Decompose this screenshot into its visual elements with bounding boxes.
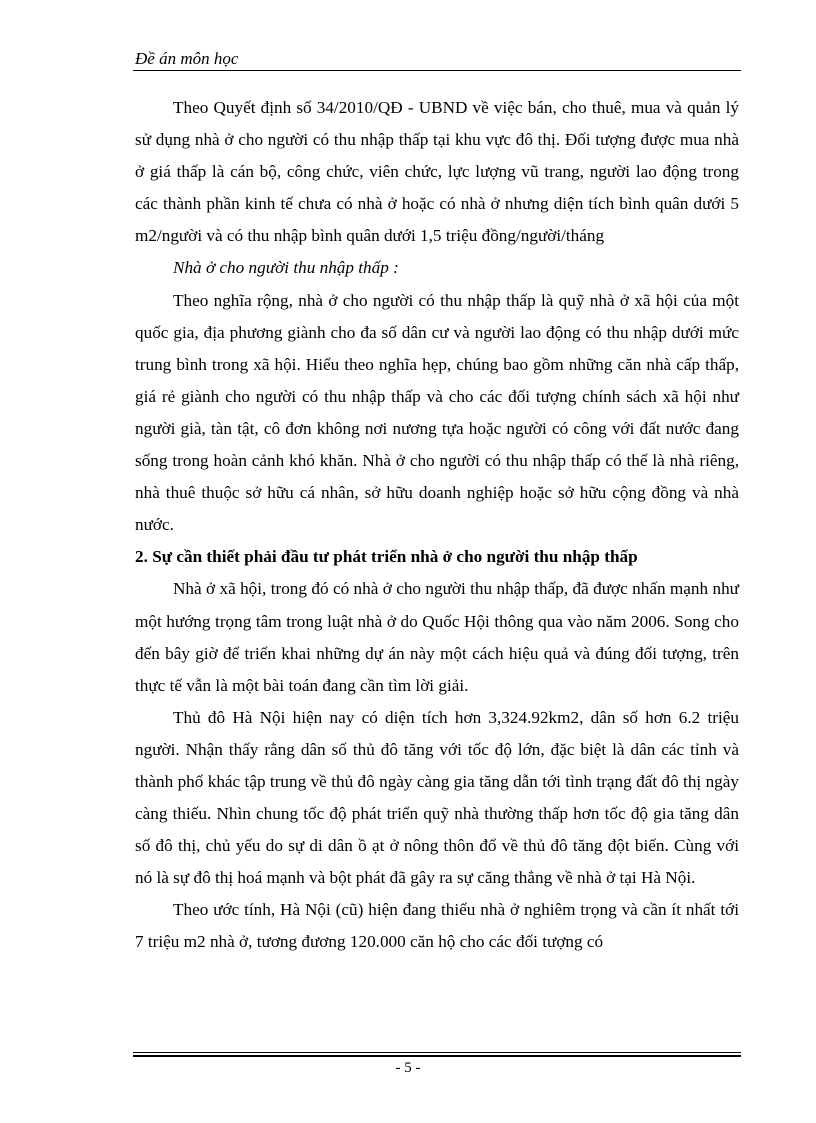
paragraph-decision: Theo Quyết định số 34/2010/QĐ - UBND về việc bán, cho thuê, mua và quản lý sử dụng nhà ở cho người có thu nhập thấp tại khu vực đô thị. Đối tượng được mua nhà ở giá thấp là cán bộ, công chức, viên chức, lực lượng vũ trang, người lao động trong các thành phần kinh tế chưa có nhà ở hoặc có nhà ở nhưng diện tích bình quân dưới 5 m2/người và có thu nhập bình quân dưới 1,5 triệu đồng/người/tháng bbox=[135, 98, 739, 246]
subheading-low-income-housing: Nhà ở cho người thu nhập thấp : bbox=[173, 258, 399, 278]
paragraph-hanoi-population: Thủ đô Hà Nội hiện nay có diện tích hơn 3,324.92km2, dân số hơn 6.2 triệu người. Nhận thấy rằng dân số thủ đô tăng với tốc độ lớn, đặc biệt là dân các tỉnh và thành phố khác tập trung về thủ đô ngày càng gia tăng dẫn tới tình trạng đất đô thị ngày càng thiếu. Nhìn chung tốc độ phát triển quỹ nhà thường thấp hơn tốc độ gia tăng dân số đô thị, chủ yếu do sự di dân ồ ạt ở nông thôn đổ về thủ đô tăng đột biến. Cùng với nó là sự đô thị hoá mạnh và bột phát đã gây ra sự căng thẳng về nhà ở tại Hà Nội. bbox=[135, 707, 739, 888]
paragraph-social-housing: Nhà ở xã hội, trong đó có nhà ở cho người thu nhập thấp, đã được nhấn mạnh như một hướng trọng tâm trong luật nhà ở do Quốc Hội thông qua vào năm 2006. Song cho đến bây giờ để triển khai những dự án này một cách hiệu quả và đúng đối tượng, trên thực tế vẫn là một bài toán đang cần tìm lời giải. bbox=[135, 579, 739, 695]
header-divider bbox=[133, 70, 741, 71]
paragraph-housing-shortage: Theo ước tính, Hà Nội (cũ) hiện đang thiếu nhà ở nghiêm trọng và cần ít nhất tới 7 triệu m2 nhà ở, tương đương 120.000 căn hộ cho các đối tượng có bbox=[135, 900, 739, 952]
page-number: - 5 - bbox=[395, 1060, 421, 1076]
footer-divider-bottom bbox=[133, 1055, 741, 1057]
header-title: Đề án môn học bbox=[135, 49, 239, 68]
section-heading: 2. Sự cần thiết phải đầu tư phát triển nhà ở cho người thu nhập thấp bbox=[135, 547, 638, 567]
paragraph-definition: Theo nghĩa rộng, nhà ở cho người có thu nhập thấp là quỹ nhà ở xã hội của một quốc gia, địa phương giành cho đa số dân cư và người lao động có thu nhập dưới mức trung bình trong xã hội. Hiểu theo nghĩa hẹp, chúng bao gồm những căn nhà cấp thấp, giá rẻ giành cho người có thu nhập thấp và cho các đối tượng chính sách xã hội như người già, tàn tật, cô đơn không nơi nương tựa hoặc người có công với đất nước đang sống trong hoàn cảnh khó khăn. Nhà ở cho người có thu nhập thấp có thể là nhà riêng, nhà thuê thuộc sở hữu cá nhân, sở hữu doanh nghiệp hoặc sở hữu cộng đồng và nhà nước. bbox=[135, 290, 739, 535]
document-body bbox=[135, 92, 739, 959]
footer-divider-top bbox=[133, 1052, 741, 1053]
